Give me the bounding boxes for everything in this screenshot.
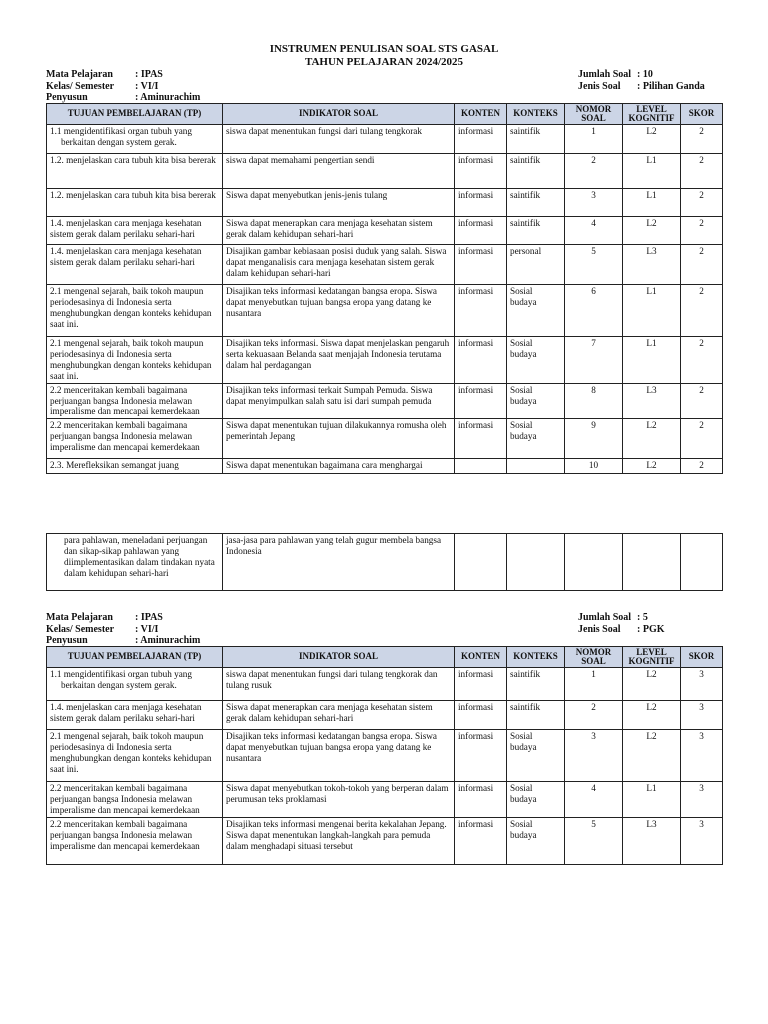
konten-cell: informasi (455, 217, 507, 245)
tp-cell: 1.1 mengidentifikasi organ tubuh yang berkaitan dengan system gerak. (47, 125, 223, 154)
kelas-semester-label: Kelas/ Semester (46, 623, 115, 635)
konteks-cell: Sosial budaya (507, 285, 565, 337)
konteks-cell: Sosial budaya (507, 730, 565, 782)
skor-cell: 3 (681, 730, 723, 782)
skor-cell: 3 (681, 817, 723, 864)
table-row (47, 245, 723, 285)
section1-meta-left (46, 69, 200, 104)
skor-cell: 2 (681, 337, 723, 384)
nomor-soal-cell: 1 (565, 668, 623, 701)
indikator-cell: Disajikan teks informasi terkait Sumpah Pemuda. Siswa dapat menyimpulkan salah satu isi dari sumpah pemuda (223, 383, 455, 419)
konten-cell (455, 534, 507, 591)
nomor-soal-cell: 5 (565, 245, 623, 285)
jenis-soal-value: : PGK (637, 623, 665, 635)
col-header-tp: TUJUAN PEMBELAJARAN (TP) (47, 104, 223, 125)
level-kognitif-cell: L1 (623, 285, 681, 337)
level-kognitif-cell: L3 (623, 383, 681, 419)
tp-cell: 1.4. menjelaskan cara menjaga kesehatan sistem gerak dalam perilaku sehari-hari (47, 217, 223, 245)
nomor-soal-cell: 2 (565, 154, 623, 189)
tp-cell: 2.1 mengenal sejarah, baik tokoh maupun periodesasinya di Indonesia serta menghubungkan dengan konteks kehidupan saat ini. (47, 337, 223, 384)
konten-cell: informasi (455, 383, 507, 419)
indikator-cell: Disajikan teks informasi. Siswa dapat menjelaskan pengaruh serta kekuasaan Belanda saat menjajah Indonesia terutama dalam hal perdagangan (223, 337, 455, 384)
skor-cell: 3 (681, 668, 723, 701)
konten-cell: informasi (455, 189, 507, 217)
indikator-cell: Siswa dapat menyebutkan tokoh-tokoh yang berperan dalam perumusan teks proklamasi (223, 782, 455, 818)
question-table-1 (46, 103, 723, 474)
col-header-skor: SKOR (681, 104, 723, 125)
table-row (47, 383, 723, 419)
indikator-cell: Siswa dapat menerapkan cara menjaga kesehatan sistem gerak dalam kehidupan sehari-hari (223, 217, 455, 245)
penyusun-value: : Aminurachim (135, 92, 201, 103)
konteks-cell: personal (507, 245, 565, 285)
tp-cell: 1.1 mengidentifikasi organ tubuh yang berkaitan dengan system gerak. (47, 668, 223, 701)
konten-cell: informasi (455, 782, 507, 818)
konteks-cell (507, 534, 565, 591)
konten-cell: informasi (455, 337, 507, 384)
table-row (47, 701, 723, 730)
skor-cell: 2 (681, 245, 723, 285)
col-header-nomor-soal: NOMOR SOAL (565, 647, 623, 668)
level-kognitif-cell: L2 (623, 459, 681, 474)
penyusun-label: Penyusun (46, 635, 88, 646)
skor-cell: 2 (681, 285, 723, 337)
col-header-konten: KONTEN (455, 647, 507, 668)
col-header-konten: KONTEN (455, 104, 507, 125)
document-title: INSTRUMEN PENULISAN SOAL STS GASAL (269, 43, 499, 55)
konteks-cell: saintifik (507, 189, 565, 217)
tp-cell: 1.2. menjelaskan cara tubuh kita bisa bererak (47, 154, 223, 189)
kelas-semester-label: Kelas/ Semester (46, 80, 115, 92)
nomor-soal-cell: 1 (565, 125, 623, 154)
indikator-cell: Disajikan gambar kebiasaan posisi duduk yang salah. Siswa dapat menganalisis cara menjaga kesehatan sistem gerak dalam kehidupan sehari-hari (223, 245, 455, 285)
konten-cell: informasi (455, 154, 507, 189)
mata-pelajaran-value: : IPAS (135, 69, 163, 80)
konten-cell: informasi (455, 419, 507, 459)
konteks-cell: Sosial budaya (507, 383, 565, 419)
col-header-tp: TUJUAN PEMBELAJARAN (TP) (47, 647, 223, 668)
jenis-soal-value: : Pilihan Ganda (637, 80, 705, 92)
konteks-cell: Sosial budaya (507, 337, 565, 384)
nomor-soal-cell: 3 (565, 189, 623, 217)
skor-cell (681, 534, 723, 591)
konten-cell: informasi (455, 701, 507, 730)
table-row (47, 459, 723, 474)
level-kognitif-cell: L2 (623, 217, 681, 245)
konteks-cell: saintifik (507, 125, 565, 154)
nomor-soal-cell: 10 (565, 459, 623, 474)
table-row (47, 817, 723, 864)
section2-meta-left (46, 612, 200, 647)
nomor-soal-cell: 8 (565, 383, 623, 419)
level-kognitif-cell: L2 (623, 125, 681, 154)
skor-cell: 2 (681, 217, 723, 245)
penyusun-label: Penyusun (46, 92, 88, 103)
skor-cell: 2 (681, 419, 723, 459)
level-kognitif-cell: L2 (623, 419, 681, 459)
skor-cell: 2 (681, 154, 723, 189)
mata-pelajaran-value: : IPAS (135, 612, 163, 623)
skor-cell: 2 (681, 383, 723, 419)
level-kognitif-cell: L1 (623, 154, 681, 189)
nomor-soal-cell: 7 (565, 337, 623, 384)
jumlah-soal-label: Jumlah Soal (578, 69, 632, 80)
konteks-cell (507, 459, 565, 474)
level-kognitif-cell: L1 (623, 337, 681, 384)
table-row (47, 534, 723, 591)
penyusun-value: : Aminurachim (135, 635, 201, 646)
skor-cell: 2 (681, 125, 723, 154)
kelas-semester-value: : VI/I (135, 80, 159, 92)
question-table-1-continuation (46, 533, 723, 591)
tp-cell: 2.2 menceritakan kembali bagaimana perjuangan bangsa Indonesia melawan imperalisme dan mencapai kemerdekaan (47, 817, 223, 864)
level-kognitif-cell: L1 (623, 189, 681, 217)
nomor-soal-cell: 2 (565, 701, 623, 730)
table-row (47, 668, 723, 701)
level-kognitif-cell: L3 (623, 817, 681, 864)
nomor-soal-cell: 4 (565, 782, 623, 818)
indikator-cell: Siswa dapat menentukan tujuan dilakukannya romusha oleh pemerintah Jepang (223, 419, 455, 459)
nomor-soal-cell: 5 (565, 817, 623, 864)
document-subtitle: TAHUN PELAJARAN 2024/2025 (304, 56, 464, 68)
table-row (47, 217, 723, 245)
col-header-konteks: KONTEKS (507, 647, 565, 668)
nomor-soal-cell: 3 (565, 730, 623, 782)
indikator-cell: jasa-jasa para pahlawan yang telah gugur membela bangsa Indonesia (223, 534, 455, 591)
nomor-soal-cell: 6 (565, 285, 623, 337)
konteks-cell: Sosial budaya (507, 782, 565, 818)
table-header-row (47, 104, 723, 125)
table-row (47, 782, 723, 818)
table-row (47, 285, 723, 337)
tp-cell: 1.4. menjelaskan cara menjaga kesehatan sistem gerak dalam perilaku sehari-hari (47, 701, 223, 730)
skor-cell: 2 (681, 189, 723, 217)
indikator-cell: siswa dapat memahami pengertian sendi (223, 154, 455, 189)
tp-cell: 2.2 menceritakan kembali bagaimana perjuangan bangsa Indonesia melawan imperalisme dan mencapai kemerdekaan (47, 383, 223, 419)
konten-cell (455, 459, 507, 474)
question-table-2 (46, 646, 723, 865)
level-kognitif-cell: L1 (623, 782, 681, 818)
level-kognitif-cell: L2 (623, 701, 681, 730)
konten-cell: informasi (455, 730, 507, 782)
col-header-indikator: INDIKATOR SOAL (223, 104, 455, 125)
level-kognitif-cell (623, 534, 681, 591)
indikator-cell: siswa dapat menentukan fungsi dari tulang tengkorak dan tulang rusuk (223, 668, 455, 701)
tp-cell: 1.2. menjelaskan cara tubuh kita bisa bererak (47, 189, 223, 217)
tp-cell: para pahlawan, meneladani perjuangan dan sikap-sikap pahlawan yang diimplementasikan dalam tindakan nyata dalam kehidupan sehari-hari (47, 534, 223, 591)
col-header-indikator: INDIKATOR SOAL (223, 647, 455, 668)
konten-cell: informasi (455, 285, 507, 337)
tp-cell: 2.3. Merefleksikan semangat juang (47, 459, 223, 474)
section1-meta-right (578, 69, 705, 92)
level-kognitif-cell: L2 (623, 730, 681, 782)
indikator-cell: Siswa dapat menerapkan cara menjaga kesehatan sistem gerak dalam kehidupan sehari-hari (223, 701, 455, 730)
col-header-level-kognitif: LEVEL KOGNITIF (623, 647, 681, 668)
col-header-nomor-soal: NOMOR SOAL (565, 104, 623, 125)
konten-cell: informasi (455, 668, 507, 701)
jenis-soal-label: Jenis Soal (578, 80, 621, 92)
table-row (47, 189, 723, 217)
tp-cell: 2.1 mengenal sejarah, baik tokoh maupun periodesasinya di Indonesia serta menghubungkan dengan konteks kehidupan saat ini. (47, 730, 223, 782)
level-kognitif-cell: L2 (623, 668, 681, 701)
indikator-cell: Disajikan teks informasi kedatangan bangsa eropa. Siswa dapat menyebutkan tujuan bangsa eropa yang datang ke nusantara (223, 730, 455, 782)
skor-cell: 3 (681, 782, 723, 818)
jumlah-soal-value: : 10 (637, 69, 653, 80)
jumlah-soal-label: Jumlah Soal (578, 612, 632, 623)
nomor-soal-cell: 4 (565, 217, 623, 245)
skor-cell: 3 (681, 701, 723, 730)
indikator-cell: siswa dapat menentukan fungsi dari tulang tengkorak (223, 125, 455, 154)
konteks-cell: Sosial budaya (507, 817, 565, 864)
table-row (47, 154, 723, 189)
level-kognitif-cell: L3 (623, 245, 681, 285)
indikator-cell: Siswa dapat menyebutkan jenis-jenis tulang (223, 189, 455, 217)
konteks-cell: saintifik (507, 154, 565, 189)
col-header-konteks: KONTEKS (507, 104, 565, 125)
indikator-cell: Disajikan teks informasi kedatangan bangsa eropa. Siswa dapat menyebutkan tujuan bangsa eropa yang datang ke nusantara (223, 285, 455, 337)
tp-cell: 2.1 mengenal sejarah, baik tokoh maupun periodesasinya di Indonesia serta menghubungkan dengan konteks kehidupan saat ini. (47, 285, 223, 337)
skor-cell: 2 (681, 459, 723, 474)
section2-meta-right (578, 612, 665, 635)
konten-cell: informasi (455, 817, 507, 864)
col-header-level-kognitif: LEVEL KOGNITIF (623, 104, 681, 125)
konteks-cell: saintifik (507, 701, 565, 730)
kelas-semester-value: : VI/I (135, 623, 159, 635)
konten-cell: informasi (455, 125, 507, 154)
indikator-cell: Disajikan teks informasi mengenai berita kekalahan Jepang. Siswa dapat menentukan langkah-langkah para pemuda dalam menghadapi situasi tersebut (223, 817, 455, 864)
jenis-soal-label: Jenis Soal (578, 623, 621, 635)
nomor-soal-cell: 9 (565, 419, 623, 459)
konteks-cell: saintifik (507, 217, 565, 245)
konteks-cell: saintifik (507, 668, 565, 701)
konteks-cell: Sosial budaya (507, 419, 565, 459)
tp-cell: 1.4. menjelaskan cara menjaga kesehatan sistem gerak dalam perilaku sehari-hari (47, 245, 223, 285)
col-header-skor: SKOR (681, 647, 723, 668)
table-row (47, 730, 723, 782)
mata-pelajaran-label: Mata Pelajaran (46, 612, 113, 623)
table-header-row (47, 647, 723, 668)
indikator-cell: Siswa dapat menentukan bagaimana cara menghargai (223, 459, 455, 474)
konten-cell: informasi (455, 245, 507, 285)
nomor-soal-cell (565, 534, 623, 591)
jumlah-soal-value: : 5 (637, 612, 648, 623)
mata-pelajaran-label: Mata Pelajaran (46, 69, 113, 80)
tp-cell: 2.2 menceritakan kembali bagaimana perjuangan bangsa Indonesia melawan imperalisme dan mencapai kemerdekaan (47, 419, 223, 459)
tp-cell: 2.2 menceritakan kembali bagaimana perjuangan bangsa Indonesia melawan imperalisme dan mencapai kemerdekaan (47, 782, 223, 818)
table-row (47, 419, 723, 459)
table-row (47, 337, 723, 384)
table-row (47, 125, 723, 154)
